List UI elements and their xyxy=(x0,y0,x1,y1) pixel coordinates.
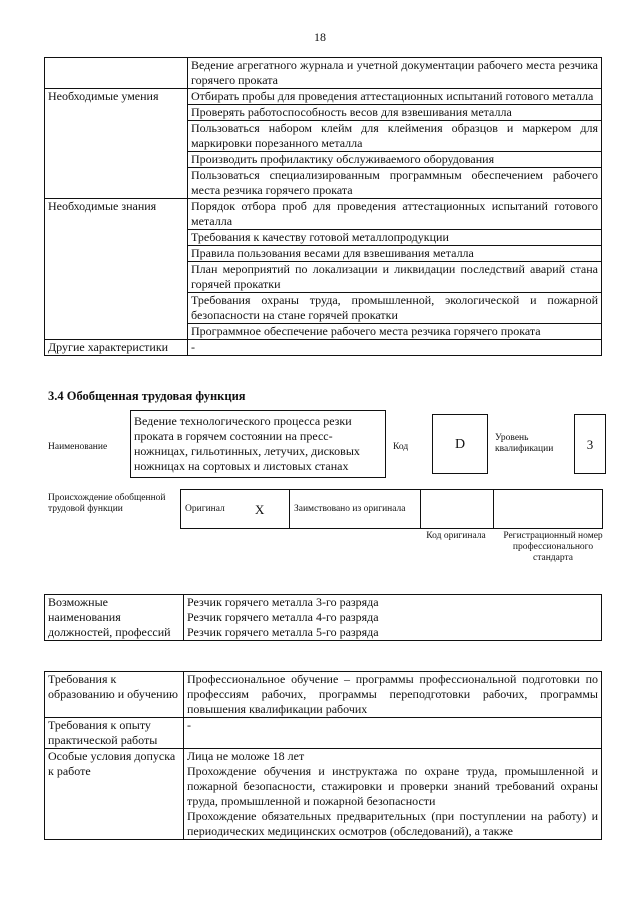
section-title: 3.4 Обобщенная трудовая функция xyxy=(48,389,246,403)
skills-label: Необходимые умения xyxy=(45,89,188,199)
function-name-box: Ведение технологического процесса резки проката в горячем состоянии на пресс-ножницах, гильотинных, летучих, дисковых ножницах на сортовых и листовых станах xyxy=(130,410,386,478)
skill-cell: Проверять работоспособность весов для взвешивания металла xyxy=(188,105,602,121)
original-code-caption: Код оригинала xyxy=(426,531,486,541)
code-label: Код xyxy=(393,442,409,452)
positions-label: Возможные наименования должностей, профессий xyxy=(45,595,184,641)
knowledge-cell: Требования к качеству готовой металлопродукции xyxy=(188,230,602,246)
empty-cell xyxy=(45,58,188,89)
position-item: Резчик горячего металла 4-го разряда xyxy=(187,610,379,624)
knowledge-cell: Требования охраны труда, промышленной, экологической и пожарной безопасности на стане горячей прокатки xyxy=(188,293,602,324)
table-row xyxy=(45,749,602,840)
skill-cell: Пользоваться набором клейм для клеймения образцов и маркером для маркировки порезанного металла xyxy=(188,121,602,152)
education-value: Профессиональное обучение – программы профессиональной подготовки по профессиям рабочих, программы переподготовки рабочих, программы повышения квалификации рабочих xyxy=(184,672,602,718)
table-row xyxy=(45,89,602,105)
labor-action-cell: Ведение агрегатного журнала и учетной документации рабочего места резчика горячего проката xyxy=(188,58,602,89)
special-conditions xyxy=(184,749,602,840)
knowledge-cell: Правила пользования весами для взвешивания металла xyxy=(188,246,602,262)
education-label: Требования к образованию и обучению xyxy=(45,672,184,718)
reg-number-cell xyxy=(494,490,603,529)
position-item: Резчик горячего металла 3-го разряда xyxy=(187,595,379,609)
position-item: Резчик горячего металла 5-го разряда xyxy=(187,625,379,639)
level-label: Уровень квалификации xyxy=(495,433,554,454)
knowledge-cell: Порядок отбора проб для проведения аттестационных испытаний готового металла xyxy=(188,199,602,230)
skill-cell: Производить профилактику обслуживаемого оборудования xyxy=(188,152,602,168)
original-mark: X xyxy=(251,490,290,529)
table-row xyxy=(45,595,602,641)
page-number: 18 xyxy=(314,30,326,44)
level-box: 3 xyxy=(574,414,606,474)
condition-item: Прохождение обучения и инструктажа по охране труда, промышленной и пожарной безопасности, стажировки и проверки знаний требований охраны труда, промышленной и пожарной безопасности xyxy=(187,764,598,808)
positions-list xyxy=(184,595,602,641)
code-box: D xyxy=(432,414,488,474)
condition-item: Прохождение обязательных предварительных (при поступлении на работу) и периодических медицинских осмотров (обследований), а также xyxy=(187,809,598,838)
special-label: Особые условия допуска к работе xyxy=(45,749,184,840)
table-row xyxy=(45,199,602,230)
origin-label: Происхождение обобщенной трудовой функции xyxy=(48,493,166,514)
experience-value: - xyxy=(184,718,602,749)
other-value: - xyxy=(188,340,602,356)
skill-cell: Пользоваться специализированным программным обеспечением рабочего места резчика горячего проката xyxy=(188,168,602,199)
table-row xyxy=(45,58,602,89)
origin-table xyxy=(180,489,603,529)
knowledge-label: Необходимые знания xyxy=(45,199,188,340)
other-label: Другие характеристики xyxy=(45,340,188,356)
table-row xyxy=(45,718,602,749)
condition-item: Лица не моложе 18 лет xyxy=(187,749,305,763)
original-code-cell xyxy=(421,490,494,529)
table-row xyxy=(45,340,602,356)
original-label: Оригинал xyxy=(181,490,252,529)
skill-cell: Отбирать пробы для проведения аттестационных испытаний готового металла xyxy=(188,89,602,105)
table-row xyxy=(181,490,603,529)
reg-number-caption: Регистрационный номер профессионального стандарта xyxy=(503,531,603,563)
experience-label: Требования к опыту практической работы xyxy=(45,718,184,749)
knowledge-cell: Программное обеспечение рабочего места резчика горячего проката xyxy=(188,324,602,340)
table-row xyxy=(45,672,602,718)
positions-table xyxy=(44,594,602,641)
requirements-table xyxy=(44,671,602,840)
knowledge-cell: План мероприятий по локализации и ликвидации последствий аварий стана горячей прокатки xyxy=(188,262,602,293)
skills-knowledge-table xyxy=(44,57,602,356)
borrowed-label: Заимствовано из оригинала xyxy=(290,490,421,529)
name-label: Наименование xyxy=(48,442,108,452)
